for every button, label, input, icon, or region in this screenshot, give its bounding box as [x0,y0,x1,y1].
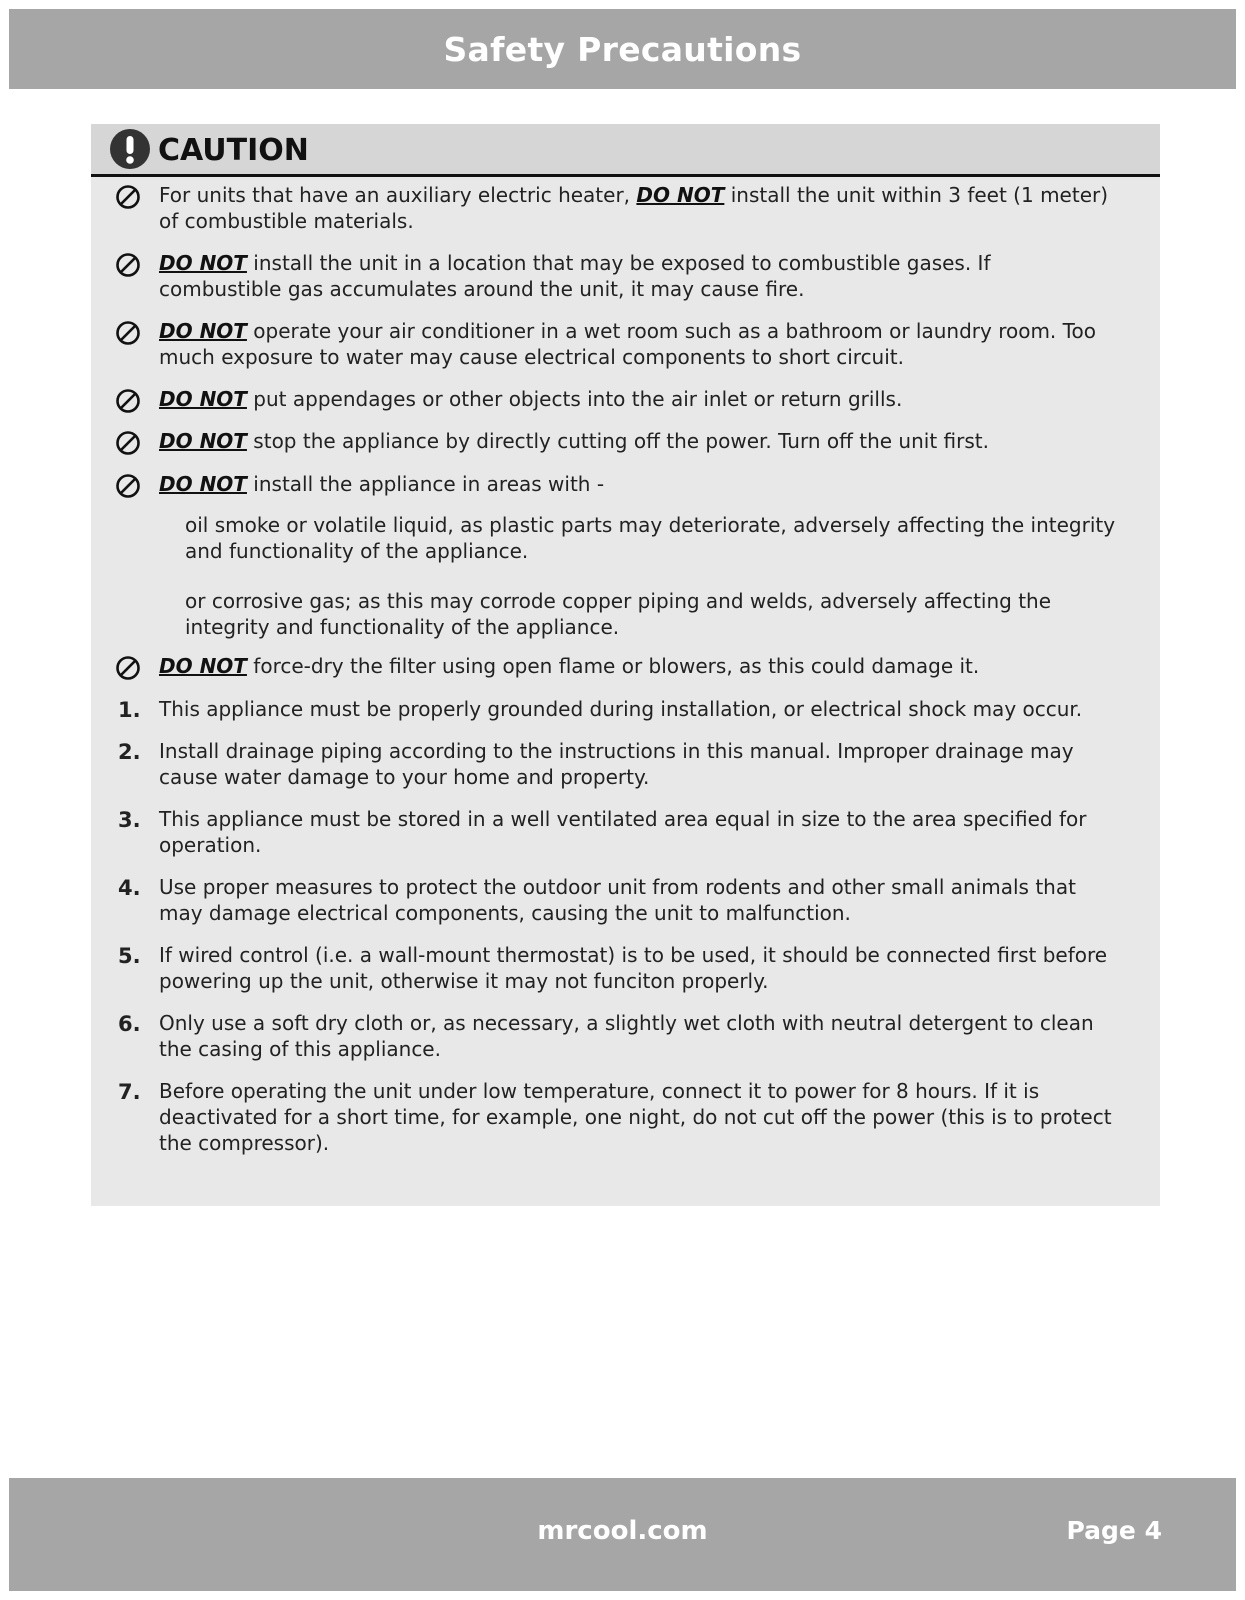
do-not-label: DO NOT [159,654,247,678]
caution-header [91,124,1160,177]
numbered-text: If wired control (i.e. a wall-mount thermostat) is to be used, it should be connected first before powering up the unit, otherwise it may not funciton properly. [159,943,1108,993]
sub-item-text: oil smoke or volatile liquid, as plastic parts may deteriorate, adversely affecting the integrity and functionality of the appliance. [185,513,1116,563]
do-not-label: DO NOT [159,472,247,496]
item-number: 2. [118,740,141,764]
item-number: 1. [118,698,141,722]
prohibition-text: For units that have an auxiliary electric heater, DO NOT install the unit within 3 feet (1 meter) of combustible materials. [159,183,1109,233]
page-title: Safety Precautions [443,29,802,69]
item-number: 4. [118,876,141,900]
item-number: 3. [118,808,141,832]
exclamation-circle-icon [109,128,151,170]
numbered-text: Only use a soft dry cloth or, as necessary, a slightly wet cloth with neutral detergent to clean the casing of this appliance. [159,1011,1094,1061]
prohibition-text: DO NOT force-dry the filter using open flame or blowers, as this could damage it. [159,654,980,678]
numbered-text: Before operating the unit under low temperature, connect it to power for 8 hours. If it is deactivated for a short time, for example, one night, do not cut off the power (this is to protect the compressor). [159,1079,1112,1155]
prohibition-text: DO NOT operate your air conditioner in a wet room such as a bathroom or laundry room. Too much exposure to water may cause electrical components to short circuit. [159,319,1096,369]
do-not-label: DO NOT [159,319,247,343]
do-not-label: DO NOT [636,183,725,207]
do-not-label: DO NOT [159,387,247,411]
item-number: 6. [118,1012,141,1036]
caution-title: CAUTION [158,133,309,168]
numbered-text: Use proper measures to protect the outdoor unit from rodents and other small animals that may damage electrical components, causing the unit to malfunction. [159,875,1076,925]
prohibition-text: DO NOT stop the appliance by directly cutting off the power. Turn off the unit first. [159,429,989,453]
do-not-label: DO NOT [159,429,247,453]
prohibition-icon [115,430,141,456]
numbered-text: Install drainage piping according to the instructions in this manual. Improper drainage may cause water damage to your home and property. [159,739,1074,789]
page-number: Page 4 [1066,1516,1162,1545]
page-header [9,9,1236,89]
do-not-label: DO NOT [159,251,247,275]
prohibition-icon [115,473,141,499]
page-footer [9,1478,1236,1591]
prohibition-icon [115,320,141,346]
prohibition-icon [115,184,141,210]
numbered-text: This appliance must be stored in a well ventilated area equal in size to the area specified for operation. [159,807,1087,857]
item-number: 5. [118,944,141,968]
prohibition-icon [115,388,141,414]
numbered-text: This appliance must be properly grounded during installation, or electrical shock may occur. [159,697,1083,721]
prohibition-icon [115,655,141,681]
prohibition-icon [115,252,141,278]
sub-item-text: or corrosive gas; as this may corrode copper piping and welds, adversely affecting the integrity and functionality of the appliance. [185,589,1052,639]
prohibition-text: DO NOT install the unit in a location that may be exposed to combustible gases. If combustible gas accumulates around the unit, it may cause fire. [159,251,991,301]
footer-website-link[interactable]: mrcool.com [537,1516,708,1546]
prohibition-text: DO NOT put appendages or other objects into the air inlet or return grills. [159,387,903,411]
prohibition-text: DO NOT install the appliance in areas with - [159,472,605,496]
caution-panel [91,124,1160,1206]
item-number: 7. [118,1080,141,1104]
